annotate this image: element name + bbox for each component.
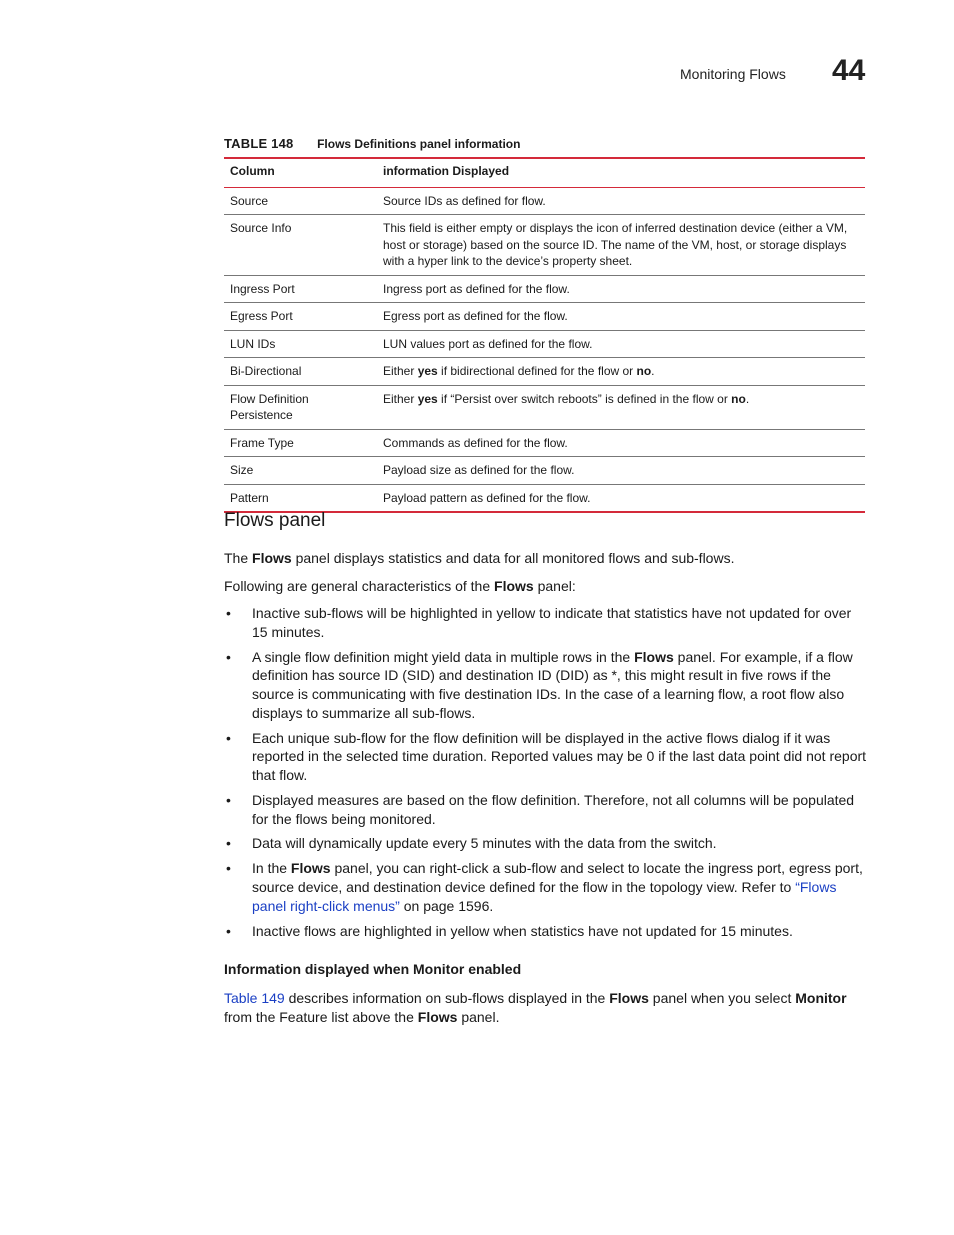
info-text: if “Persist over switch reboots” is defined in the flow or <box>437 391 732 406</box>
row-column-cell: LUN IDs <box>230 336 276 351</box>
general-text: Following are general characteristics of the <box>224 578 495 594</box>
row-info-cell <box>377 358 865 386</box>
table-number: TABLE 148 <box>224 136 294 151</box>
row-column-cell: Pattern <box>230 490 269 505</box>
table-row <box>224 187 865 215</box>
row-info-cell: Egress port as defined for the flow. <box>383 309 568 323</box>
row-column-cell: Source <box>230 193 269 208</box>
intro-paragraph <box>224 549 869 568</box>
list-item-text: panel. For example, if a flow definition has source ID (SID) and destination ID (DID) as *, this might result in five rows if the source is communicating with five destination IDs. In the case of a learning flow, a root flow also displays to summarize all sub-flows. <box>252 648 853 721</box>
bullet-icon: • <box>226 729 231 746</box>
bullet-icon: • <box>226 648 231 665</box>
header-chapter-number: 44 <box>832 54 866 87</box>
table-row <box>224 303 865 331</box>
table-title: Flows Definitions panel information <box>317 137 521 151</box>
row-info-cell: LUN values port as defined for the flow. <box>383 336 593 351</box>
info-text: Either <box>383 391 418 406</box>
bullet-icon: • <box>226 835 231 852</box>
list-item <box>224 604 869 641</box>
table-row <box>224 457 865 485</box>
flows-definitions-table <box>224 157 865 513</box>
table-row <box>224 275 865 303</box>
list-item <box>224 729 869 785</box>
keyword-no: no <box>636 364 652 378</box>
general-text: panel: <box>533 578 576 594</box>
bullet-icon: • <box>226 605 231 621</box>
table-149-link[interactable]: Table 149 <box>224 990 285 1006</box>
table-caption <box>224 136 520 151</box>
monitor-text: describes information on sub-flows displayed in the <box>284 990 610 1006</box>
right-click-menus-link[interactable]: “Flows panel right-click menus” <box>252 879 837 914</box>
row-info-cell: Payload size as defined for the flow. <box>383 463 575 477</box>
info-text: . <box>651 364 655 378</box>
column-header-column: Column <box>230 164 275 178</box>
info-text: if bidirectional defined for the flow or <box>437 364 637 378</box>
list-item <box>224 922 869 941</box>
row-info-cell: Ingress port as defined for the flow. <box>383 281 570 296</box>
bullet-icon: • <box>226 791 231 808</box>
table-row <box>224 358 865 386</box>
list-item <box>224 834 869 853</box>
row-info-cell <box>377 385 865 429</box>
subsection-heading: Information displayed when Monitor enabled <box>224 961 522 977</box>
info-text: . <box>745 391 750 406</box>
list-item-text: Inactive flows are highlighted in yellow when statistics have not updated for 15 minutes. <box>252 922 793 939</box>
list-item <box>224 648 869 723</box>
table-row <box>224 215 865 276</box>
keyword-no: no <box>731 391 746 406</box>
list-item <box>224 859 869 915</box>
row-column-cell: Ingress Port <box>230 281 295 296</box>
list-item-text: Displayed measures are based on the flow definition. Therefore, not all columns will be populated for the flows being monitored. <box>252 791 855 827</box>
general-paragraph <box>224 577 869 596</box>
list-item <box>224 791 869 828</box>
row-column-cell: Egress Port <box>230 309 293 323</box>
keyword-flows: Flows <box>609 990 649 1006</box>
list-item-text: In the <box>252 860 291 877</box>
monitor-paragraph <box>224 989 869 1026</box>
bullet-icon: • <box>226 860 231 877</box>
monitor-text: panel. <box>457 1008 500 1025</box>
row-info-cell: Commands as defined for the flow. <box>383 435 568 450</box>
table-row <box>224 429 865 457</box>
list-item-text: panel, you can right-click a sub-flow and select to locate the ingress port, egress port, source device, and destination device defined for the flow in the topology view. Refer to <box>252 860 863 896</box>
keyword-yes: yes <box>417 391 438 406</box>
column-header-info: information Displayed <box>383 164 510 178</box>
intro-text: panel displays statistics and data for all monitored flows and sub-flows. <box>291 550 735 566</box>
row-column-cell: Flow Definition Persistence <box>230 391 309 422</box>
keyword-yes: yes <box>417 364 438 378</box>
info-text: Either <box>383 364 418 378</box>
row-info-cell: Payload pattern as defined for the flow. <box>383 490 591 505</box>
row-column-cell: Bi-Directional <box>230 364 302 378</box>
row-info-cell: Source IDs as defined for flow. <box>383 193 546 208</box>
keyword-flows: Flows <box>290 860 331 877</box>
monitor-text: from the Feature list above the <box>224 1008 418 1025</box>
row-info-cell: This field is either empty or displays the icon of inferred destination device (either a VM, host or storage) based on the source ID. The name of the VM, host, or storage displays with a hyper link to the device’s property sheet. <box>383 221 848 268</box>
table-row <box>224 484 865 512</box>
table-row <box>224 330 865 358</box>
monitor-text: panel when you select <box>648 990 796 1006</box>
table-header-row <box>224 158 865 187</box>
list-item-text: A single flow definition might yield data in multiple rows in the <box>252 648 635 665</box>
characteristics-list <box>224 604 869 947</box>
keyword-monitor: Monitor <box>795 990 847 1006</box>
keyword-flows: Flows <box>634 648 674 665</box>
keyword-flows: Flows <box>494 578 534 594</box>
row-column-cell: Source Info <box>230 221 292 235</box>
intro-text: The <box>224 550 253 566</box>
header-section-title: Monitoring Flows <box>680 66 786 82</box>
list-item-text: Inactive sub-flows will be highlighted in yellow to indicate that statistics have not updated for over 15 minutes. <box>252 605 852 640</box>
list-item-text: Data will dynamically update every 5 minutes with the data from the switch. <box>252 835 717 852</box>
row-column-cell: Frame Type <box>230 435 294 450</box>
section-heading: Flows panel <box>224 510 326 531</box>
bullet-icon: • <box>226 922 231 939</box>
keyword-flows: Flows <box>417 1008 458 1025</box>
keyword-flows: Flows <box>252 550 292 566</box>
list-item-text: Each unique sub-flow for the flow definition will be displayed in the active flows dialog if it was reported in the selected time duration. Reported values may be 0 if the last data point did not report that flow. <box>252 729 867 783</box>
row-column-cell: Size <box>230 463 254 477</box>
table-row <box>224 385 865 429</box>
list-item-text: on page 1596. <box>399 897 494 914</box>
